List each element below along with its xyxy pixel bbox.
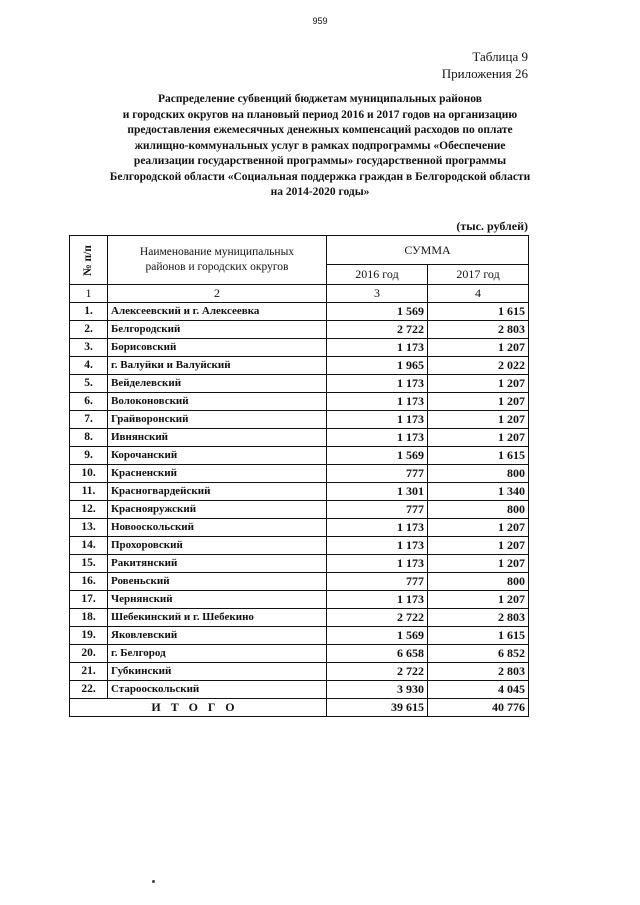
row-value-2017: 800 bbox=[428, 501, 529, 519]
row-value-2017: 1 340 bbox=[428, 483, 529, 501]
row-value-2017: 2 803 bbox=[428, 321, 529, 339]
row-name: Яковлевский bbox=[108, 627, 327, 645]
row-num: 20. bbox=[70, 645, 108, 663]
row-name: Шебекинский и г. Шебекино bbox=[108, 609, 327, 627]
header-num: № п/п bbox=[81, 244, 94, 276]
row-num: 16. bbox=[70, 573, 108, 591]
row-name: Грайворонский bbox=[108, 411, 327, 429]
row-name: Старооскольский bbox=[108, 681, 327, 699]
row-value-2016: 777 bbox=[327, 465, 428, 483]
table-row bbox=[70, 411, 529, 429]
table-reference-line1: Таблица 9 bbox=[472, 49, 528, 64]
row-value-2017: 1 207 bbox=[428, 393, 529, 411]
row-name: Ровеньский bbox=[108, 573, 327, 591]
row-value-2017: 800 bbox=[428, 573, 529, 591]
row-value-2017: 2 022 bbox=[428, 357, 529, 375]
table-row bbox=[70, 627, 529, 645]
row-name: Ивнянский bbox=[108, 429, 327, 447]
row-value-2017: 1 207 bbox=[428, 591, 529, 609]
row-value-2017: 800 bbox=[428, 465, 529, 483]
row-name: Алексеевский и г. Алексеевка bbox=[108, 303, 327, 321]
row-num: 1. bbox=[70, 303, 108, 321]
row-value-2016: 777 bbox=[327, 573, 428, 591]
row-num: 21. bbox=[70, 663, 108, 681]
row-value-2016: 1 173 bbox=[327, 411, 428, 429]
units-label: (тыс. рублей) bbox=[456, 219, 528, 233]
row-value-2016: 2 722 bbox=[327, 663, 428, 681]
column-index-row bbox=[70, 285, 529, 303]
column-index: 2 bbox=[108, 285, 327, 303]
row-num: 18. bbox=[70, 609, 108, 627]
column-index: 3 bbox=[327, 285, 428, 303]
column-index: 4 bbox=[428, 285, 529, 303]
total-row bbox=[70, 699, 529, 717]
total-label: ИТОГО bbox=[70, 699, 327, 717]
title-line: и городских округов на плановый период 2016 и 2017 годов на организацию bbox=[122, 108, 518, 121]
row-value-2016: 1 569 bbox=[327, 303, 428, 321]
title-line: реализации государственной программы» государственной программы bbox=[133, 155, 507, 167]
scan-speck bbox=[152, 880, 155, 883]
row-num: 6. bbox=[70, 393, 108, 411]
table-row bbox=[70, 519, 529, 537]
table-row bbox=[70, 483, 529, 501]
row-value-2017: 1 615 bbox=[428, 627, 529, 645]
row-value-2016: 1 173 bbox=[327, 519, 428, 537]
row-name: г. Валуйки и Валуйский bbox=[108, 357, 327, 375]
table-row bbox=[70, 429, 529, 447]
title-line: Белгородской области «Социальная поддержка граждан в Белгородской области bbox=[109, 170, 531, 183]
header-name-line2: районов и городских округов bbox=[145, 261, 289, 273]
header-sum: СУММА bbox=[327, 236, 529, 265]
row-name: Чернянский bbox=[108, 591, 327, 609]
table-row bbox=[70, 321, 529, 339]
row-num: 7. bbox=[70, 411, 108, 429]
row-num: 3. bbox=[70, 339, 108, 357]
row-value-2016: 6 658 bbox=[327, 645, 428, 663]
row-value-2016: 2 722 bbox=[327, 321, 428, 339]
row-value-2017: 1 207 bbox=[428, 555, 529, 573]
table-row bbox=[70, 393, 529, 411]
row-name: Краснояружский bbox=[108, 501, 327, 519]
row-name: Ракитянский bbox=[108, 555, 327, 573]
table-row bbox=[70, 465, 529, 483]
table-row bbox=[70, 645, 529, 663]
row-name: Белгородский bbox=[108, 321, 327, 339]
table-row bbox=[70, 537, 529, 555]
row-name: Прохоровский bbox=[108, 537, 327, 555]
row-num: 19. bbox=[70, 627, 108, 645]
header-name-line1: Наименование муниципальных bbox=[139, 246, 295, 258]
row-name: Губкинский bbox=[108, 663, 327, 681]
row-name: Красненский bbox=[108, 465, 327, 483]
table-row bbox=[70, 573, 529, 591]
row-value-2017: 6 852 bbox=[428, 645, 529, 663]
row-name: Вейделевский bbox=[108, 375, 327, 393]
row-num: 15. bbox=[70, 555, 108, 573]
row-value-2016: 1 173 bbox=[327, 375, 428, 393]
row-num: 8. bbox=[70, 429, 108, 447]
row-num: 14. bbox=[70, 537, 108, 555]
row-value-2017: 1 207 bbox=[428, 519, 529, 537]
header-row bbox=[70, 236, 529, 265]
row-value-2017: 2 803 bbox=[428, 663, 529, 681]
row-value-2017: 2 803 bbox=[428, 609, 529, 627]
row-value-2017: 1 207 bbox=[428, 429, 529, 447]
row-value-2017: 1 207 bbox=[428, 537, 529, 555]
row-num: 17. bbox=[70, 591, 108, 609]
header-year-2016: 2016 год bbox=[327, 265, 428, 285]
row-value-2016: 1 173 bbox=[327, 429, 428, 447]
table-row bbox=[70, 501, 529, 519]
row-value-2017: 1 207 bbox=[428, 339, 529, 357]
row-value-2016: 777 bbox=[327, 501, 428, 519]
title-line: жилищно-коммунальных услуг в рамках подпрограммы «Обеспечение bbox=[134, 139, 506, 152]
document-title bbox=[60, 92, 580, 201]
row-value-2016: 1 301 bbox=[327, 483, 428, 501]
row-value-2016: 1 569 bbox=[327, 627, 428, 645]
row-num: 9. bbox=[70, 447, 108, 465]
row-name: г. Белгород bbox=[108, 645, 327, 663]
table-row bbox=[70, 663, 529, 681]
table-row bbox=[70, 591, 529, 609]
column-index: 1 bbox=[70, 285, 108, 303]
header-name-cell bbox=[108, 236, 327, 285]
row-num: 12. bbox=[70, 501, 108, 519]
row-name: Красногвардейский bbox=[108, 483, 327, 501]
row-value-2017: 1 615 bbox=[428, 447, 529, 465]
row-num: 2. bbox=[70, 321, 108, 339]
row-value-2017: 1 207 bbox=[428, 375, 529, 393]
total-value-2017: 40 776 bbox=[428, 699, 529, 717]
row-value-2016: 1 569 bbox=[327, 447, 428, 465]
table-row bbox=[70, 681, 529, 699]
row-value-2016: 3 930 bbox=[327, 681, 428, 699]
row-value-2016: 1 173 bbox=[327, 339, 428, 357]
page-number: 959 bbox=[312, 16, 328, 26]
row-value-2017: 4 045 bbox=[428, 681, 529, 699]
subvention-table bbox=[69, 235, 529, 717]
table-row bbox=[70, 555, 529, 573]
row-value-2016: 1 173 bbox=[327, 537, 428, 555]
row-value-2016: 2 722 bbox=[327, 609, 428, 627]
title-line: на 2014-2020 годы» bbox=[270, 186, 370, 198]
table-reference bbox=[442, 48, 528, 82]
row-value-2016: 1 173 bbox=[327, 393, 428, 411]
table-row bbox=[70, 357, 529, 375]
header-year-2017: 2017 год bbox=[428, 265, 529, 285]
row-num: 5. bbox=[70, 375, 108, 393]
table-row bbox=[70, 609, 529, 627]
total-value-2016: 39 615 bbox=[327, 699, 428, 717]
row-num: 13. bbox=[70, 519, 108, 537]
header-num-cell bbox=[70, 236, 108, 285]
table-row bbox=[70, 375, 529, 393]
title-line: предоставления ежемесячных денежных компенсаций расходов по оплате bbox=[127, 124, 513, 136]
row-name: Борисовский bbox=[108, 339, 327, 357]
table-row bbox=[70, 339, 529, 357]
row-value-2017: 1 615 bbox=[428, 303, 529, 321]
row-num: 22. bbox=[70, 681, 108, 699]
title-line: Распределение субвенций бюджетам муниципальных районов bbox=[158, 93, 482, 105]
row-value-2017: 1 207 bbox=[428, 411, 529, 429]
row-num: 10. bbox=[70, 465, 108, 483]
table-body bbox=[70, 303, 529, 717]
table-reference-line2: Приложения 26 bbox=[441, 66, 528, 81]
row-value-2016: 1 173 bbox=[327, 591, 428, 609]
row-name: Новооскольский bbox=[108, 519, 327, 537]
row-num: 11. bbox=[70, 483, 108, 501]
row-num: 4. bbox=[70, 357, 108, 375]
row-value-2016: 1 965 bbox=[327, 357, 428, 375]
table-row bbox=[70, 303, 529, 321]
row-name: Волоконовский bbox=[108, 393, 327, 411]
table-row bbox=[70, 447, 529, 465]
row-value-2016: 1 173 bbox=[327, 555, 428, 573]
row-name: Корочанский bbox=[108, 447, 327, 465]
